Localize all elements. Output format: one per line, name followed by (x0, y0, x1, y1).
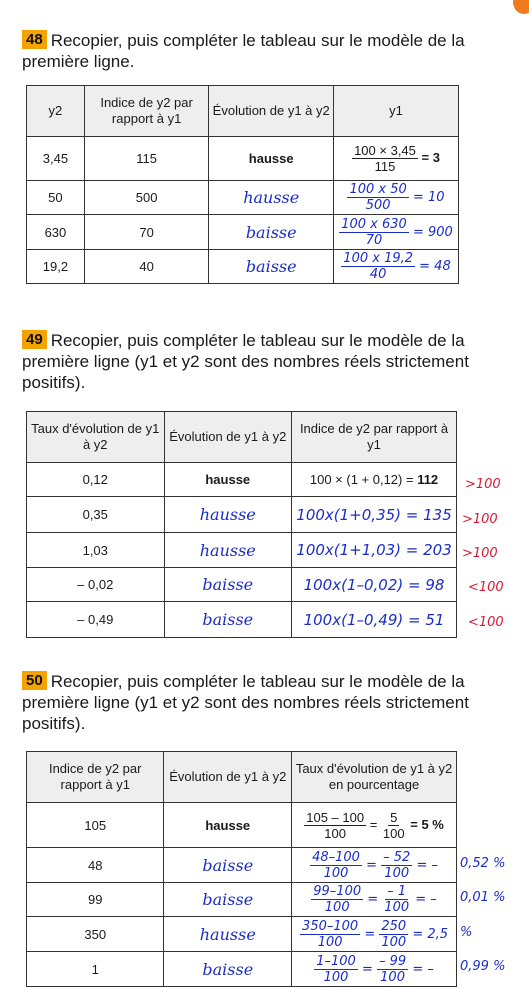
margin-note: >100 (465, 477, 501, 492)
exercise-number-badge: 50 (22, 671, 47, 690)
margin-note: >100 (462, 546, 498, 561)
margin-result: 0,52 % (460, 856, 506, 871)
exercise-number-badge: 48 (22, 30, 47, 49)
header-cell: Évolution de y1 à y2 (164, 412, 292, 463)
margin-result: 0,99 % (460, 959, 506, 974)
table-49 (26, 411, 457, 638)
table-row: 1,03 hausse 100x(1+1,03) = 203 (27, 533, 457, 568)
table-row: 3,45 115 hausse $\frac{100 \times 3,45}{115}$ = 3 (27, 137, 459, 181)
margin-note: >100 (462, 512, 498, 527)
header-cell: Évolution de y1 à y2 (209, 86, 334, 137)
header-cell: y1 (334, 86, 459, 137)
exercise-48-instruction: 48 Recopier, puis compléter le tableau sur le modèle de la première ligne. (22, 31, 465, 71)
header-cell: Indice de y2 par rapport à y1 (292, 412, 457, 463)
fraction: $\frac{100 \times 3,45}{115}$ (354, 143, 416, 174)
exercise-49-instruction: 49 Recopier, puis compléter le tableau sur le modèle de la première ligne (y1 et y2 sont des nombres réels strictement positifs). (22, 331, 469, 392)
margin-note: <100 (468, 580, 504, 595)
table-row: 99 baisse $\frac{99-100}{100}$ = $\frac{- 1}{100}$ = – (27, 883, 457, 917)
table-row: 0,12 hausse 100 × (1 + 0,12) = 112 (27, 463, 457, 497)
exercise-50-instruction: 50 Recopier, puis compléter le tableau sur le modèle de la première ligne (y1 et y2 sont des nombres réels strictement positifs). (22, 672, 469, 733)
table-row: 630 70 baisse $\frac{100 x 630}{70}$ = 900 (27, 215, 459, 250)
header-cell: Indice de y2 par rapport à y1 (84, 86, 209, 137)
margin-result: 0,01 % (460, 890, 506, 905)
header-cell: Taux d'évolution de y1 à y2 (27, 412, 165, 463)
table-row: 350 hausse $\frac{350-100}{100}$ = $\frac{250}{100}$ = 2,5 (27, 917, 457, 952)
table-row: 0,35 hausse 100x(1+0,35) = 135 (27, 497, 457, 533)
table-row: 48 baisse $\frac{48-100}{100}$ = $\frac{- 52}{100}$ = – (27, 848, 457, 883)
orange-corner-decoration (513, 0, 529, 14)
header-cell: Taux d'évolution de y1 à y2 en pourcentage (292, 752, 457, 803)
header-cell: Évolution de y1 à y2 (164, 752, 292, 803)
exercise-50 (22, 671, 492, 734)
table-50 (26, 751, 457, 987)
table-row: – 0,49 baisse 100x(1–0,49) = 51 (27, 602, 457, 638)
table-row: – 0,02 baisse 100x(1–0,02) = 98 (27, 568, 457, 602)
table-row: 1 baisse $\frac{1-100}{100}$ = $\frac{- 99}{100}$ = – (27, 952, 457, 987)
table-row: 105 hausse $\frac{105 - 100}{100}$ = $\frac{5}{100}$ = 5 % (27, 803, 457, 848)
exercise-48 (22, 30, 492, 72)
header-cell: y2 (27, 86, 85, 137)
margin-note: <100 (468, 615, 504, 630)
table-row: 19,2 40 baisse $\frac{100 x 19,2}{40}$ = 48 (27, 250, 459, 284)
margin-result: % (460, 925, 473, 940)
table-48 (26, 85, 459, 284)
header-cell: Indice de y2 par rapport à y1 (27, 752, 164, 803)
exercise-number-badge: 49 (22, 330, 47, 349)
table-row: 50 500 hausse $\frac{100 x 50}{500}$ = 10 (27, 181, 459, 215)
exercise-49 (22, 330, 492, 393)
